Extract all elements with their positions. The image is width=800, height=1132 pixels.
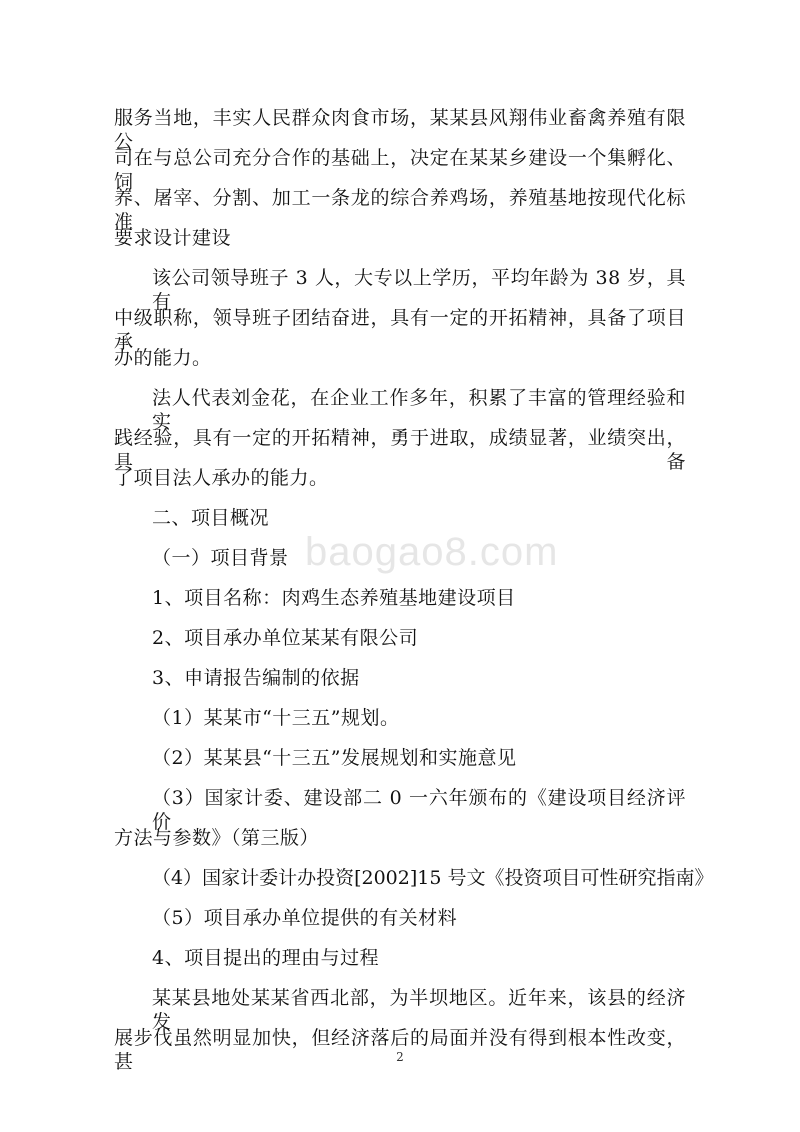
list-item: 2、项目承办单位某某有限公司 [152, 627, 419, 649]
text-line: 中级职称，领导班子团结奋进，具有一定的开拓精神，具备了项目承 [114, 307, 686, 353]
text-line: 服务当地，丰实人民群众肉食市场，某某县风翔伟业畜禽养殖有限公 [114, 107, 686, 153]
text-line: 展步伐虽然明显加快，但经济落后的局面并没有得到根本性改变，甚 [114, 1027, 686, 1073]
subsection-heading: （一）项目背景 [152, 547, 289, 569]
list-item: （1）某某市“十三五”规划。 [152, 707, 400, 729]
list-item: （2）某某县“十三五”发展规划和实施意见 [152, 747, 517, 769]
watermark: baogao8.com [305, 530, 559, 574]
text-line: 某某县地处某某省西北部，为半坝地区。近年来，该县的经济发 [152, 987, 686, 1033]
text-line: 司在与总公司充分合作的基础上，决定在某某乡建设一个集孵化、饲 [114, 147, 686, 193]
list-item: （5）项目承办单位提供的有关材料 [152, 907, 458, 929]
list-item: 1、项目名称：肉鸡生态养殖基地建设项目 [152, 587, 516, 609]
page-number: 2 [396, 1050, 404, 1064]
text-line: 践经验，具有一定的开拓精神，勇于进取，成绩显著，业绩突出，具备 [114, 427, 686, 473]
list-item: 3、申请报告编制的依据 [152, 667, 360, 689]
text-line: 要求设计建设 [114, 227, 232, 249]
section-heading: 二、项目概况 [152, 507, 270, 529]
text-line: 养、屠宰、分割、加工一条龙的综合养鸡场，养殖基地按现代化标准 [114, 187, 686, 233]
list-item: （4）国家计委计办投资[2002]15 号文《投资项目可性研究指南》 [152, 867, 714, 889]
list-item: 方法与参数》（第三版） [114, 827, 320, 849]
text-line: 了项目法人承办的能力。 [114, 467, 329, 489]
text-line: 办的能力。 [114, 347, 212, 369]
list-item: 4、项目提出的理由与过程 [152, 947, 380, 969]
text-line: 该公司领导班子 3 人，大专以上学历，平均年龄为 38 岁，具有 [152, 267, 686, 313]
text-line: 法人代表刘金花，在企业工作多年，积累了丰富的管理经验和实 [152, 387, 686, 433]
list-item: （3）国家计委、建设部二 0 一六年颁布的《建设项目经济评价 [152, 787, 686, 833]
